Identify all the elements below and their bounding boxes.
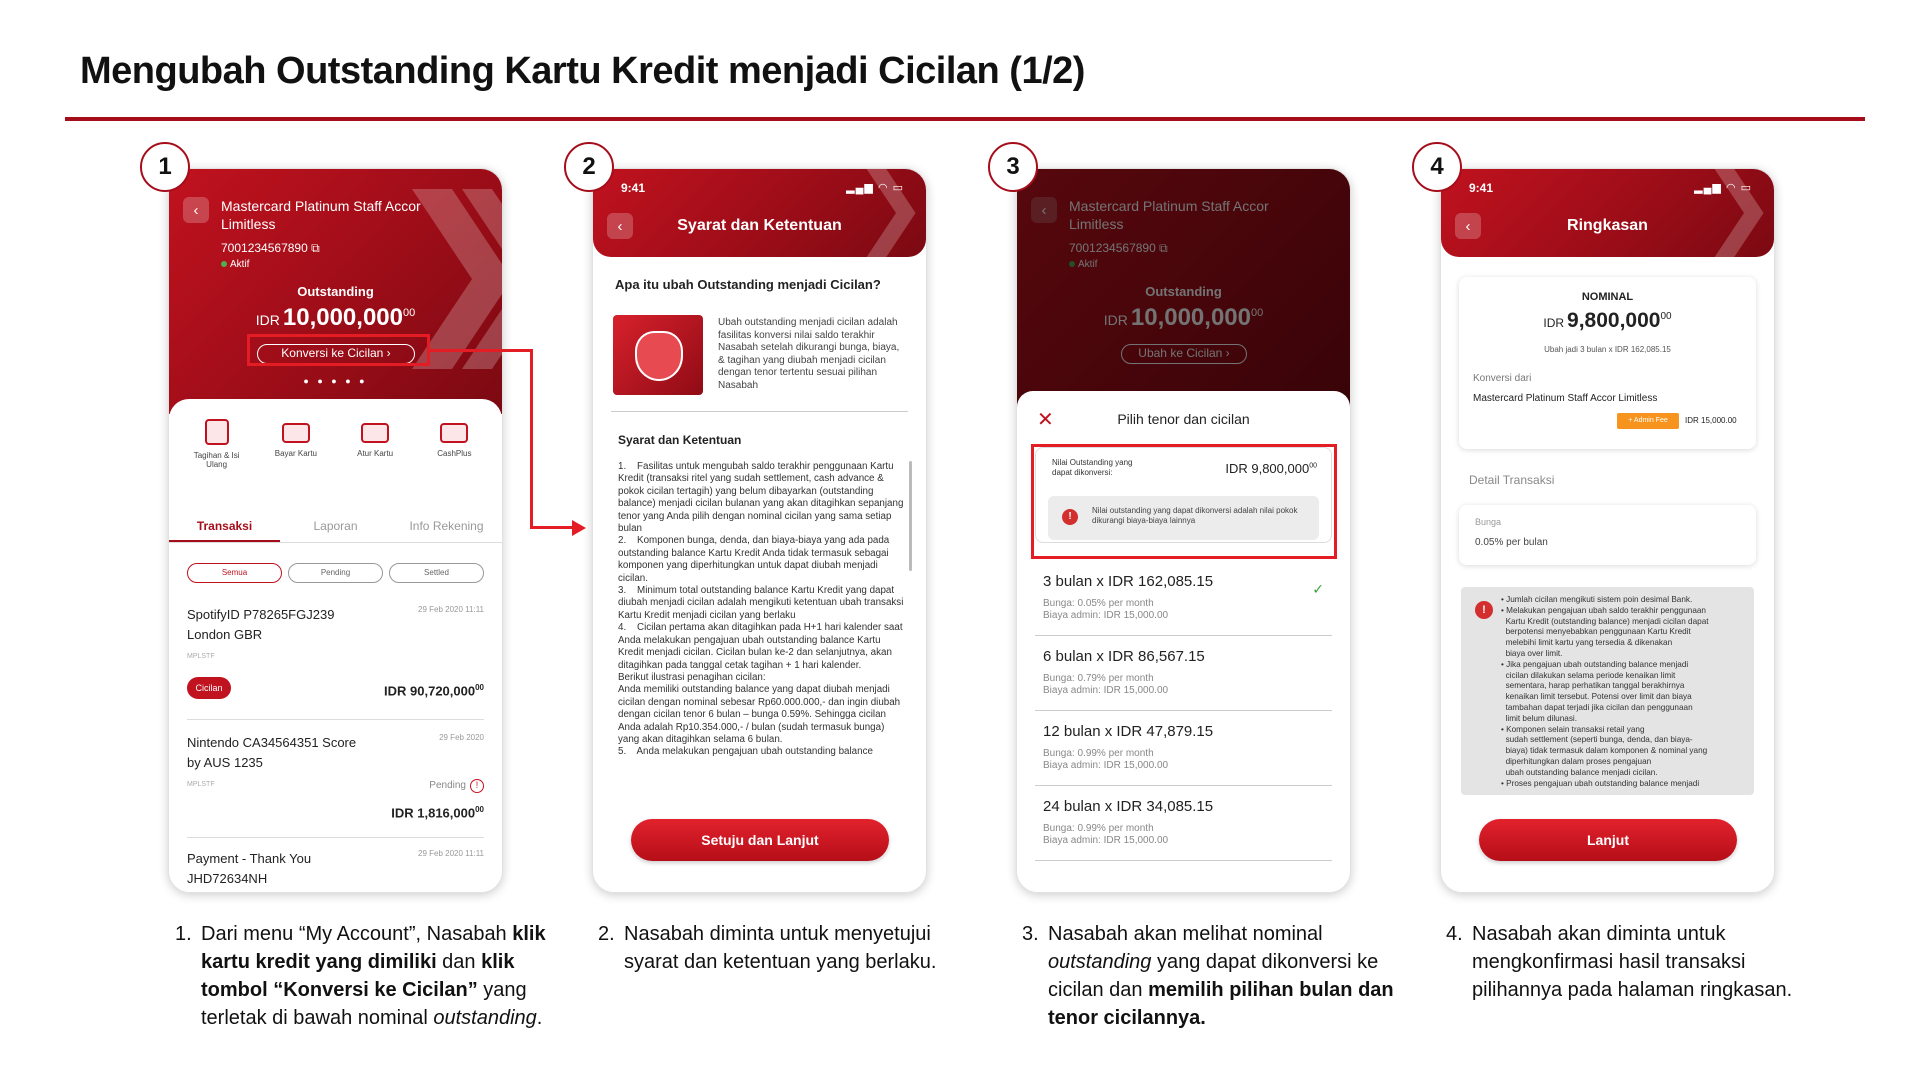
- sk-header: [593, 169, 926, 257]
- back-button[interactable]: ‹: [1455, 213, 1481, 239]
- tx-date: 29 Feb 2020: [439, 733, 484, 742]
- pending-status: Pending !: [429, 779, 484, 793]
- outstanding-label: Outstanding: [297, 284, 374, 299]
- caption-number: 2.: [598, 923, 615, 945]
- konversi-value: Mastercard Platinum Staff Accor Limitless: [1473, 393, 1658, 404]
- admin-fee-value: IDR 15,000.00: [1685, 416, 1737, 425]
- quick-menu: [169, 419, 502, 469]
- tenor-detail: Bunga: 0.79% per month Biaya admin: IDR 15,000.00: [1043, 673, 1169, 696]
- sk-section-title: Syarat dan Ketentuan: [618, 433, 742, 447]
- table-row[interactable]: [187, 849, 484, 893]
- carousel-dots: ● ● ● ● ●: [303, 376, 368, 386]
- tenor-title: 24 bulan x IDR 34,085.15: [1043, 798, 1214, 815]
- phone-screen-4: [1440, 168, 1775, 893]
- admin-fee-badge: + Admin Fee: [1617, 413, 1679, 429]
- caption-3: [1022, 920, 1402, 1032]
- pointer-arrow: [530, 349, 533, 529]
- highlight-box: [1031, 444, 1337, 559]
- sheet-title: Pilih tenor dan cicilan: [1117, 411, 1250, 427]
- bunga-value: 0.05% per bulan: [1475, 537, 1548, 548]
- sk-description: Ubah outstanding menjadi cicilan adalah fasilitas konversi nilai saldo terakhir Nasabah setelah dikurangi bunga, biaya, & tagihan yang diubah menjadi cicilan dengan tenor tertentu sesuai pilihan Nasabah: [718, 317, 900, 391]
- cicilan-badge: Cicilan: [187, 677, 231, 699]
- highlight-box: [247, 334, 430, 366]
- tenor-title: 3 bulan x IDR 162,085.15: [1043, 573, 1214, 590]
- nilai-value: IDR 9,800,000$^{00}$: [1225, 461, 1317, 476]
- alert-icon: !: [1062, 509, 1078, 525]
- nominal-subtitle: Ubah jadi 3 bulan x IDR 162,085.15: [1544, 345, 1671, 354]
- pointer-arrow: [530, 526, 574, 529]
- pointer-arrow: [430, 349, 532, 352]
- quick-cashplus[interactable]: CashPlus: [422, 419, 487, 469]
- konversi-label: Konversi dari: [1473, 373, 1532, 384]
- tx-merchant: MPLSTF: [187, 653, 215, 660]
- nominal-label: NOMINAL: [1581, 291, 1634, 303]
- phone-screen-2: [592, 168, 927, 893]
- screen-title: Ringkasan: [1567, 217, 1648, 234]
- nominal-card: [1459, 277, 1756, 449]
- step-badge-2: 2: [564, 142, 614, 192]
- quick-bayar[interactable]: Bayar Kartu: [263, 419, 328, 469]
- tab-transaksi[interactable]: Transaksi: [169, 511, 280, 542]
- tenor-option-6[interactable]: [1035, 638, 1332, 711]
- terms-text[interactable]: 1. Fasilitas untuk mengubah saldo terakhir penggunaan Kartu Kredit (transaksi ritel yang sudah settlement, cash advance & pokok cicilan tertagih) yang belum dibayarkan (outstanding balance) menjadi cicilan bulanan yang akan ditagihkan sepanjang tenor yang Anda pilih dengan nominal cicilan yang sama setiap bulan 2. Komponen bunga, denda, dan biaya-biaya yang ada pada outstanding balance Kartu Kredit Anda tidak termasuk sebagai komponen yang diperhitungkan untuk dapat diubah menjadi cicilan. 3. Minimum total outstanding balance Kartu Kredit yang dapat diubah menjadi cicilan adalah mengikuti ketentuan ubah transaksi Kartu Kredit menjadi cicilan yang berlaku 4. Cicilan pertama akan ditagihkan pada H+1 hari kalender saat Anda melakukan pengajuan ubah outstanding balance Kartu Kredit menjadi cicilan. Cicilan bulan ke-2 dan selanjutnya, akan ditagihkan pada tanggal cetak tagihan + 1 hari kalender. Berikut ilustrasi penagihan cicilan: Anda memiliki outstanding balance yang dapat diubah menjadi cicilan dengan nominal sebesar Rp60.000.000,- dan ingin diubah dengan cicilan tenor 6 bulan – bunga 0.59%. Sehingga cicilan Anda adalah Rp10.354.000,- / bulan (sudah termasuk bunga) yang akan ditagihkan selama 6 bulan. 5. Anda melakukan pengajuan ubah outstanding balance: [618, 461, 904, 758]
- card-number: 7001234567890 ⧉: [221, 241, 320, 255]
- step-badge-3: 3: [988, 142, 1038, 192]
- tx-name: Nintendo CA34564351 Score by AUS 1235: [187, 735, 357, 770]
- tenor-option-12[interactable]: [1035, 713, 1332, 786]
- screen-title: Syarat dan Ketentuan: [677, 217, 842, 234]
- detail-label: Detail Transaksi: [1469, 473, 1555, 487]
- info-icon[interactable]: !: [470, 779, 484, 793]
- tenor-title: 6 bulan x IDR 86,567.15: [1043, 648, 1205, 665]
- arrow-head-icon: [572, 520, 586, 536]
- card-settings-icon: [361, 423, 389, 443]
- tx-name: Payment - Thank You JHD72634NH: [187, 851, 312, 886]
- tab-laporan[interactable]: Laporan: [313, 519, 358, 533]
- signal-icons: ▂▄▆ ◠ ▭: [846, 182, 904, 194]
- summary-header: [1441, 169, 1774, 257]
- info-text: Nilai outstanding yang dapat dikonversi adalah nilai pokok dikurangi biaya-biaya lainnya: [1092, 506, 1298, 525]
- outstanding-amount: IDR 10,000,000$^{00}$: [255, 304, 416, 331]
- tab-info-rekening[interactable]: Info Rekening: [409, 519, 484, 533]
- tx-date: 29 Feb 2020 11:11: [418, 849, 484, 858]
- tenor-detail: Bunga: 0.05% per month Biaya admin: IDR 15,000.00: [1043, 598, 1169, 621]
- caption-2: [598, 920, 978, 976]
- card-name: Mastercard Platinum Staff Accor Limitless: [221, 198, 421, 232]
- lanjut-button[interactable]: Lanjut: [1479, 819, 1737, 861]
- check-icon: ✓: [1312, 581, 1324, 597]
- bunga-card: [1459, 505, 1756, 565]
- quick-tagihan[interactable]: Tagihan & Isi Ulang: [184, 419, 249, 469]
- back-button[interactable]: ‹: [607, 213, 633, 239]
- cashplus-icon: [440, 423, 468, 443]
- caption-4: [1446, 920, 1826, 1004]
- copy-icon[interactable]: ⧉: [311, 241, 320, 255]
- tenor-title: 12 bulan x IDR 47,879.15: [1043, 723, 1214, 740]
- account-body: [169, 399, 502, 892]
- filter-chips: [187, 563, 484, 583]
- tx-merchant: MPLSTF: [187, 781, 215, 788]
- tenor-option-24[interactable]: [1035, 788, 1332, 861]
- overlay-dim: [1017, 169, 1350, 404]
- close-icon[interactable]: ✕: [1037, 409, 1054, 431]
- title-divider: [65, 117, 1865, 121]
- divider: [611, 411, 908, 412]
- tenor-detail: Bunga: 0.99% per month Biaya admin: IDR 15,000.00: [1043, 823, 1169, 846]
- status-badge: Aktif: [221, 259, 249, 270]
- caption-text: Dari menu “My Account”, Nasabah klik kartu kredit yang dimiliki dan klik tombol “Konversi ke Cicilan” yang terletak di bawah nominal outstanding.: [201, 923, 546, 1029]
- card-pay-icon: [282, 423, 310, 443]
- caption-number: 4.: [1446, 923, 1463, 945]
- tx-amount: IDR 1,816,000$^{00}$: [391, 805, 484, 821]
- caption-number: 1.: [175, 923, 192, 945]
- bunga-label: Bunga: [1475, 517, 1502, 527]
- tx-date: 29 Feb 2020 11:11: [418, 605, 484, 614]
- signal-icons: ▂▄▆ ◠ ▭: [1694, 182, 1752, 194]
- tab-bar: [169, 511, 502, 543]
- caption-1: [175, 920, 555, 1032]
- notes-box: [1461, 587, 1754, 795]
- phone-screen-1: [168, 168, 503, 893]
- caption-text: Nasabah diminta untuk menyetujui syarat dan ketentuan yang berlaku.: [624, 923, 937, 973]
- table-row[interactable]: [187, 733, 484, 838]
- back-button[interactable]: ‹: [183, 197, 209, 223]
- tx-amount: IDR 90,720,000$^{00}$: [384, 683, 484, 699]
- nilai-label: Nilai Outstanding yang dapat dikonversi:: [1052, 458, 1133, 477]
- sk-question: Apa itu ubah Outstanding menjadi Cicilan?: [615, 277, 881, 292]
- filter-semua[interactable]: Semua: [187, 563, 282, 583]
- scrollbar[interactable]: [909, 461, 912, 571]
- table-row[interactable]: [187, 605, 484, 720]
- filter-pending[interactable]: Pending: [288, 563, 383, 583]
- card-header: [169, 169, 502, 414]
- bill-icon: [205, 419, 229, 445]
- nominal-value: IDR 9,800,000$^{00}$: [1543, 309, 1672, 332]
- caption-number: 3.: [1022, 923, 1039, 945]
- step-badge-4: 4: [1412, 142, 1462, 192]
- page-title: Mengubah Outstanding Kartu Kredit menjadi Cicilan (1/2): [80, 50, 1085, 92]
- konversi-cicilan-button[interactable]: Konversi ke Cicilan ›: [257, 344, 415, 364]
- mascot-image: [613, 315, 703, 395]
- tenor-detail: Bunga: 0.99% per month Biaya admin: IDR 15,000.00: [1043, 748, 1169, 771]
- tx-name: SpotifyID P78265FGJ239 London GBR: [187, 607, 335, 642]
- caption-text: Nasabah akan melihat nominal outstanding yang dapat dikonversi ke cicilan dan memilih pilihan bulan dan tenor cicilannya.: [1048, 923, 1394, 1029]
- status-time: 9:41: [621, 181, 646, 195]
- status-time: 9:41: [1469, 181, 1494, 195]
- tenor-option-3[interactable]: [1035, 563, 1332, 636]
- caption-text: Nasabah akan diminta untuk mengkonfirmasi hasil transaksi pilihannya pada halaman ringkasan.: [1472, 923, 1793, 1001]
- agree-continue-button[interactable]: Setuju dan Lanjut: [631, 819, 889, 861]
- filter-settled[interactable]: Settled: [389, 563, 484, 583]
- step-badge-1: 1: [140, 142, 190, 192]
- notes-text: • Jumlah cicilan mengikuti sistem poin desimal Bank. • Melakukan pengajuan ubah saldo terakhir penggunaan Kartu Kredit (outstanding balance) menjadi cicilan dapat berpotensi menyebabkan penggunaan Kartu Kredit melebihi limit kartu yang tersedia & dikenakan biaya over limit. • Jika pengajuan ubah outstanding balance menjadi cicilan dilakukan selama periode kenaikan limit sementara, harap perhatikan tanggal berakhirnya kenaikan limit tersebut. Potensi over limit dan biaya tambahan dapat terjadi jika cicilan dan penggunaan limit belum dilunasi. • Komponen selain transaksi retail yang sudah settlement (seperti bunga, denda, dan biaya- biaya) tidak termasuk dalam komponen & nominal yang diperhitungkan dalam proses pengajuan ubah outstanding balance menjadi cicilan. • Proses pengajuan ubah outstanding balance menjadi: [1501, 595, 1709, 788]
- quick-atur[interactable]: Atur Kartu: [343, 419, 408, 469]
- alert-icon: !: [1475, 601, 1493, 619]
